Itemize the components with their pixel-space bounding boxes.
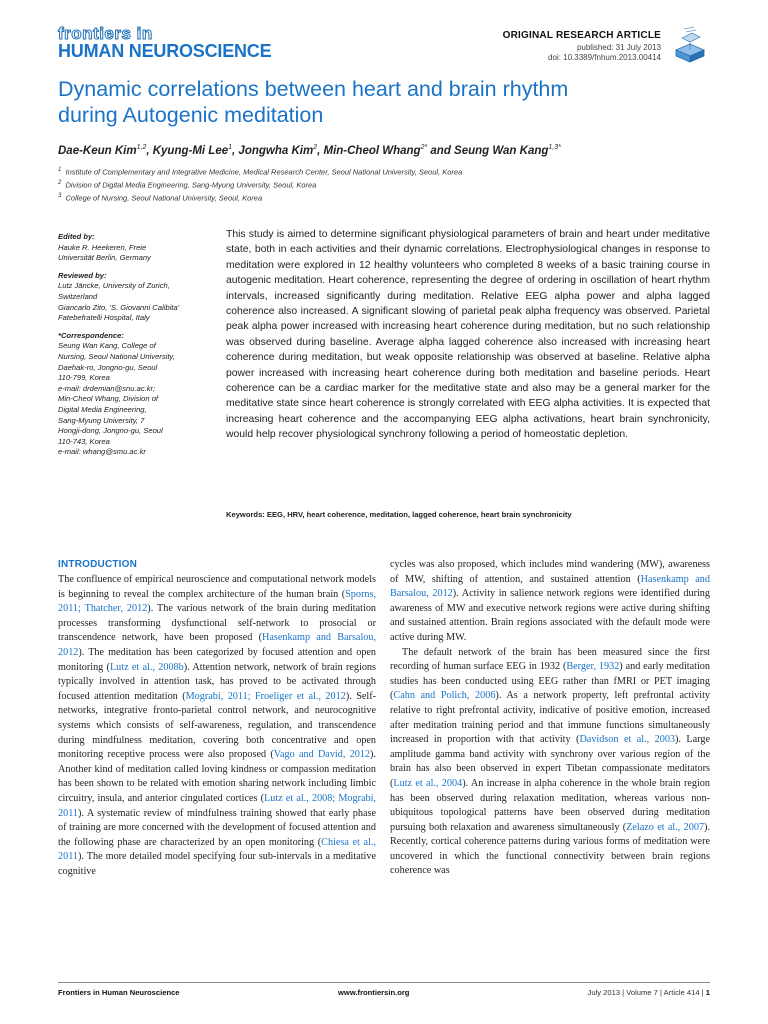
affiliation <box>58 180 698 190</box>
body-text: ). An increase in alpha coherence in the whole brain region has been observed during relaxation meditation, whereas various non-ubiquitous topological patterns have been observed during meditation pursuing both relaxation and awareness simultaneously ( <box>390 777 710 833</box>
footer-url[interactable]: www.frontiersin.org <box>338 988 410 997</box>
citation-link[interactable]: Zelazo et al., 2007 <box>626 821 705 833</box>
body-text: ). Another kind of meditation called loving kindness or compassion meditation has been shown to be related with emotion sharing network including limbic circuitry, insula, and anterior cingulated cortices ( <box>58 749 376 804</box>
author-name: Min-Cheol Whang <box>323 144 421 157</box>
correspondence-line: 110-743, Korea <box>58 436 110 446</box>
correspondence-email: e-mail: whang@smu.ac.kr <box>58 447 146 457</box>
affiliation-text: College of Nursing, Seoul National University, Seoul, Korea <box>65 193 263 203</box>
footer-divider <box>58 982 710 983</box>
affiliation <box>58 167 698 177</box>
intro-paragraph-1 <box>58 573 376 879</box>
body-column-left <box>58 573 376 879</box>
page-number: 1 <box>705 988 710 997</box>
article-sidebar <box>58 232 213 465</box>
affiliation-num: 1 <box>58 167 62 173</box>
citation-link[interactable]: Hasenkamp and Barsalou, 2012 <box>390 573 710 600</box>
body-text: ). The various network of the brain during meditation processes transforming dysfunctional self-network to prosocial or transcendence network, have been proposed ( <box>58 603 377 644</box>
body-text: ). The more detailed model specifying four sub-intervals in a meditative cognitive <box>58 851 376 877</box>
author-separator: , <box>232 144 239 157</box>
footer-journal-name: Frontiers in Human Neuroscience <box>58 988 180 997</box>
author-name: Jongwha Kim <box>238 144 314 157</box>
body-text: ). Recently, cortical coherence patterns during various forms of meditation were uncovered in which the functional connectivity between brain regions coherence was <box>390 821 710 877</box>
published-date: published: 31 July 2013 <box>576 43 661 52</box>
correspondence-line: Nursing, Seoul National University, <box>58 351 175 361</box>
doi: doi: 10.3389/fnhum.2013.00414 <box>548 53 661 62</box>
citation-link[interactable]: Davidson et al., 2003 <box>579 734 676 746</box>
author-name: Kyung-Mi Lee <box>152 144 229 157</box>
edited-by-heading: Edited by: <box>58 232 95 241</box>
correspondence-line: Seung Wan Kang, College of <box>58 341 156 351</box>
correspondence-line: Hongji-dong, Jongno-gu, Seoul <box>58 426 163 436</box>
intro-paragraph-continued <box>390 558 710 646</box>
edited-by-block <box>58 232 213 264</box>
citation-link[interactable]: Sporns, 2011; Thatcher, 2012 <box>58 588 376 615</box>
article-type: ORIGINAL RESEARCH ARTICLE <box>502 30 661 41</box>
author-name: Seung Wan Kang <box>454 144 549 157</box>
body-text: ). As a network property, left prefrontal activity relative to right prefrontal activity, indicative of positive emotion, increased after meditation training period and that immune functions simultaneously increased in proportion with that activity ( <box>390 690 710 746</box>
reviewer-line: Switzerland <box>58 291 98 301</box>
affiliation <box>58 193 698 203</box>
body-text: ). A systematic review of mindfulness training showed that early phase of training are more concerned with the development of focused attention and the following phase are characterized by an open monitoring ( <box>58 807 376 848</box>
editor-line: Universität Berlin, Germany <box>58 253 151 263</box>
citation-link[interactable]: Vago and David, 2012 <box>273 749 371 761</box>
citation-link[interactable]: Lutz et al., 2004 <box>393 777 463 789</box>
correspondence-line: 110-799, Korea <box>58 373 110 383</box>
citation-link[interactable]: Chiesa et al., 2011 <box>58 836 376 863</box>
intro-paragraph-2 <box>390 646 710 880</box>
author-sup: 1 <box>228 144 233 151</box>
keywords: Keywords: EEG, HRV, heart coherence, meditation, lagged coherence, heart brain synchronicity <box>226 510 572 519</box>
correspondence-line: Sang-Myung University, 7 <box>58 415 145 425</box>
body-text: ). The meditation has been categorized by focused attention and open monitoring ( <box>58 646 376 673</box>
correspondence-line: Min-Cheol Whang, Division of <box>58 394 159 404</box>
body-text: ). Attention network, network of brain regions typically involved in attention task, has proved to be activated through focused attention meditation ( <box>58 661 376 702</box>
journal-logo <box>58 26 271 61</box>
author-name: Dae-Keun Kim <box>58 144 137 157</box>
author-sup: 2* <box>420 144 428 151</box>
affiliation-num: 3 <box>58 193 62 199</box>
body-text: The confluence of empirical neuroscience and computational network models is beginning to reveal the complex architecture of the human brain ( <box>58 574 376 600</box>
body-text: ). Large amplitude gamma band activity with synchrony over various region of the brain has also been observed in expert Tibetan compassionate meditators ( <box>390 734 710 789</box>
citation-link[interactable]: Berger, 1932 <box>566 661 620 673</box>
logo-frontiers-text: frontiers in <box>58 24 153 43</box>
journal-cube-icon <box>672 24 708 64</box>
author-list <box>58 144 708 157</box>
reviewer-line: Fatebefratelli Hospital, Italy <box>58 313 150 323</box>
reviewer-line: Lutz Jäncke, University of Zurich, <box>58 281 170 291</box>
correspondence-email: e-mail: drdemian@snu.ac.kr; <box>58 383 156 393</box>
footer-issue: July 2013 | Volume 7 | Article 414 | <box>587 988 704 997</box>
body-text: The default network of the brain has been measured since the first recording of human surface EEG in 1932 ( <box>390 646 710 673</box>
author-sup: 1,3* <box>548 144 561 151</box>
correspondence-block <box>58 331 213 458</box>
editor-line: Hauke R. Heekeren, Freie <box>58 242 147 252</box>
citation-link[interactable]: Lutz et al., 2008b <box>109 661 184 673</box>
correspondence-line: Digital Media Engineering, <box>58 404 147 414</box>
section-heading-introduction: INTRODUCTION <box>58 559 138 570</box>
author-and: and <box>427 144 455 157</box>
title-line-2: during Autogenic meditation <box>58 103 324 127</box>
correspondence-heading: *Correspondence: <box>58 330 124 340</box>
reviewed-by-block <box>58 271 213 324</box>
body-text: ) and early meditation studies has been conducted using EEG rather than fMRI or PET imaging ( <box>390 661 710 702</box>
abstract: This study is aimed to determine significant physiological parameters of brain and heart under meditative state, both in each activities and their dynamic correlations. Electrophysiological changes in response to meditation were explored in 12 healthy volunteers who completed 8 weeks of a basic training course in autogenic meditation. Heart coherence, representing the degree of ordering in oscillation of heart rhythm intervals, increased significantly during meditation. Relative EEG alpha power and alpha lagged coherence also increased. A significant slowing of parietal peak alpha frequency was observed. Parietal peak alpha power increased with increasing heart coherence during meditation, but no such relationship was observed during baseline. Average alpha lagged coherence also increased with increasing heart coherence during meditation, but weak opposite relationship was observed at baseline. Relative alpha power increased with increasing heart coherence during both meditation and baseline periods. Heart coherence can be a cardiac marker for the meditative state and also may be a general marker for the meditative state since heart coherence is strongly correlated with EEG alpha activities. It is expected that increasing heart coherence and the accompanying EEG alpha activations, heart brain synchronicity, would help recover physiological synchrony following a period of homeostatic depletion. <box>226 229 710 441</box>
citation-link[interactable]: Lutz et al., 2008; Mograbi, 2011 <box>58 792 376 819</box>
author-sup: 2 <box>313 144 318 151</box>
citation-link[interactable]: Cahn and Polich, 2006 <box>393 690 496 702</box>
citation-link[interactable]: Hasenkamp and Barsalou, 2012 <box>58 632 377 658</box>
author-separator: , <box>317 144 324 157</box>
title-line-1: Dynamic correlations between heart and brain rhythm <box>58 77 569 101</box>
correspondence-line: Daehak-ro, Jongno-gu, Seoul <box>58 362 158 372</box>
footer-issue-info <box>588 988 710 997</box>
affiliation-num: 2 <box>58 180 62 186</box>
citation-link[interactable]: Mograbi, 2011; Froeliger et al., 2012 <box>185 690 346 702</box>
body-column-right <box>390 558 710 879</box>
body-text: cycles was also proposed, which includes mind wandering (MW), awareness of MW, shifting of attention, and sustained attention ( <box>390 559 710 585</box>
author-sup: 1,2 <box>136 144 147 151</box>
affiliation-text: Institute of Complementary and Integrative Medicine, Medical Research Center, Seoul National University, Seoul, Korea <box>65 167 463 177</box>
body-text: ). Activity in salience network regions were identified during awareness of MW and executive network regions were active during shifting and sustained attention. Brain regions associated with the default mode were active during MW. <box>390 588 710 643</box>
body-text: ). Self-networks, integrative fronto-parietal control network, and neurocognitive systems which consists of self-awareness, regulation, and transcendence during mindfulness meditation, covering both concentrative and open monitoring receptive process were also proposed ( <box>58 690 376 761</box>
affiliation-text: Division of Digital Media Engineering, Sang-Myung University, Seoul, Korea <box>65 180 317 190</box>
reviewed-by-heading: Reviewed by: <box>58 270 107 280</box>
reviewer-line: Giancarlo Zito, 'S. Giovanni Calibita' <box>58 302 180 312</box>
author-separator: , <box>146 144 153 157</box>
article-title <box>58 76 698 128</box>
journal-name: HUMAN NEUROSCIENCE <box>58 41 272 61</box>
